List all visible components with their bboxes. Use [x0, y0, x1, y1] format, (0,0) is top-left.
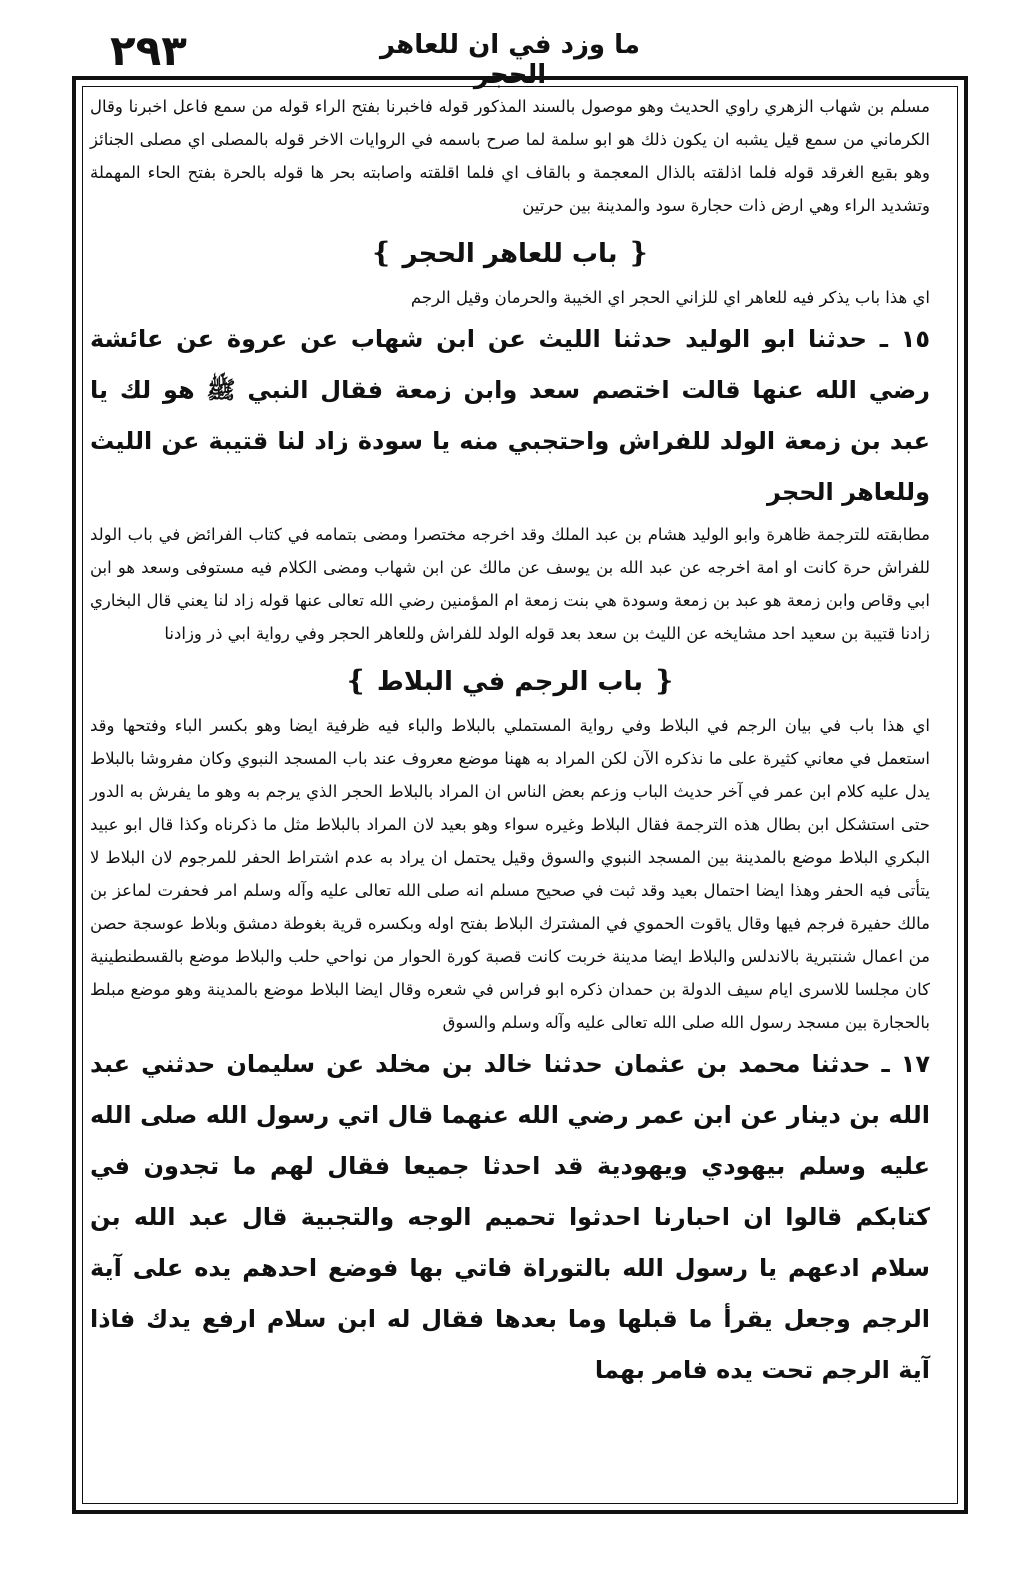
left-brace-ornament: ❴ — [626, 236, 651, 269]
page-content — [90, 90, 930, 1396]
chapter-heading-commentary: اي هذا باب يذكر فيه للعاهر اي للزاني الحجر اي الخيبة والحرمان وقيل الرجم — [410, 288, 930, 307]
hadith-text: محمد بن عثمان حدثنا خالد بن مخلد عن سليمان حدثني عبد الله بن دينار عن ابن عمر رضي الله عنهما قال اتي رسول الله صلى الله عليه وسلم بيهودي ويهودية قد احدثا جميعا فقال لهم ما تجدون في كتابكم قالوا ان احبارنا احدثوا تحميم الوجه والتجبية قال عبد الله بن سلام ادعهم يا رسول الله بالتوراة فاتي بها فوضع احدهم يده على آية الرجم وجعل يقرأ ما قبلها وما بعدها فقال له ابن سلام ارفع يدك فاذا آية الرجم تحت يده فامر بهما — [90, 1050, 930, 1384]
hadith-commentary: مطابقته للترجمة ظاهرة وابو الوليد هشام بن عبد الملك وقد اخرجه مختصرا ومضى بتمامه في كتاب الفرائض في باب الولد للفراش حرة كانت او امة اخرجه عن عبد الله بن يوسف عن مالك عن ابن شهاب ومضى الكلام فيه مستوفى وسعد هو ابن ابي وقاص وابن زمعة هو عبد بن زمعة وسودة هي بنت زمعة ام المؤمنين رضي الله تعالى عنها قوله زاد لنا يعني قال البخاري زادنا قتيبة بن سعيد احد مشايخه عن الليث بن سعد بعد قوله الولد للفراش وللعاهر الحجر وفي رواية ابي ذر وزادنا — [90, 525, 930, 643]
right-brace-ornament: ❵ — [369, 236, 394, 269]
hadith-block — [90, 1039, 930, 1396]
hadith-text: ابو الوليد حدثنا الليث عن ابن شهاب عن عروة عن عائشة رضي الله عنها قالت اختصم سعد وابن زمعة فقال النبي ﷺ هو لك يا عبد بن زمعة الولد للفراش واحتجبي منه يا سودة زاد لنا قتيبة عن الليث وللعاهر الحجر — [90, 325, 930, 506]
narration-label: حدثنا — [811, 1050, 871, 1078]
chapter-heading-text: باب للعاهر الحجر — [402, 239, 618, 269]
hadith-number: ١٧ ـ — [881, 1050, 931, 1078]
hadith-number: ١٥ ـ — [879, 325, 931, 353]
chapter-heading-text: باب الرجم في البلاط — [376, 667, 644, 697]
narration-label: حدثنا — [808, 325, 867, 353]
left-brace-ornament: ❴ — [652, 664, 676, 697]
page-number: ٢٩٣ — [110, 26, 187, 75]
chapter-heading — [90, 656, 930, 707]
hadith-block — [90, 314, 930, 518]
intro-commentary: مسلم بن شهاب الزهري راوي الحديث وهو موصول بالسند المذكور قوله فاخبرنا بفتح الراء قوله من سمع فاعل اخبرنا وقال الكرماني من سمع قيل يشبه ان يكون ذلك هو ابو سلمة لما صرح باسمه في الروايات الاخر قوله بالمصلى اي مصلى الجنائز وهو بقيع الغرقد قوله فلما اذلقته بالذال المعجمة و بالقاف اي فلما اقلقته واصابته بحر ها قوله بالحرة بفتح الحاء المهملة وتشديد الراء وهي ارض ذات حجارة سود والمدينة بين حرتين — [90, 97, 930, 215]
chapter-heading — [90, 228, 930, 279]
right-brace-ornament: ❵ — [344, 664, 368, 697]
chapter-heading-commentary: اي هذا باب في بيان الرجم في البلاط وفي رواية المستملي بالبلاط والباء فيه ظرفية ايضا وهو بكسر الباء وفتحها وقد استعمل في معاني كثيرة على ما نذكره الآن لكن المراد به ههنا موضع معروف عند باب المسجد النبوي وكان مفروشا بالبلاط يدل عليه كلام ابن عمر في آخر حديث الباب وزعم بعض الناس ان المراد بالبلاط الحجر الذي يرجم به وهو ما يفرش به الدور حتى استشكل ابن بطال هذه الترجمة فقال البلاط وغيره سواء وهو بعيد لان المراد بالبلاط مثل ما ذكرناه وكذا قال ابو عبيد البكري البلاط موضع بالمدينة بين المسجد النبوي والسوق وقيل يحتمل ان يراد به عدم اشتراط الحفر للمرجوم لان البلاط لا يتأتى فيه الحفر وهذا ايضا احتمال بعيد وقد ثبت في صحيح مسلم انه صلى الله تعالى عليه وآله وسلم امر فحفرت لماعز بن مالك حفيرة فرجم فيها وقال ياقوت الحموي في المشترك البلاط بفتح اوله وبكسره قرية بغوطة دمشق وبلاط عوسجة حصن من اعمال شنتبرية بالاندلس والبلاط ايضا مدينة خربت كانت قصبة كورة الحوار من نواحي حلب والبلاط موضع بالقسطنطينية كان مجلسا للاسرى ايام سيف الدولة بن حمدان ذكره ابو فراس في شعره وقال ايضا البلاط موضع بالمدينة وهو موضع مبلط بالحجارة بين مسجد رسول الله صلى الله تعالى عليه وآله وسلم والسوق — [90, 716, 930, 1032]
running-header: ما وزد في ان للعاهر الحجر — [380, 30, 640, 90]
